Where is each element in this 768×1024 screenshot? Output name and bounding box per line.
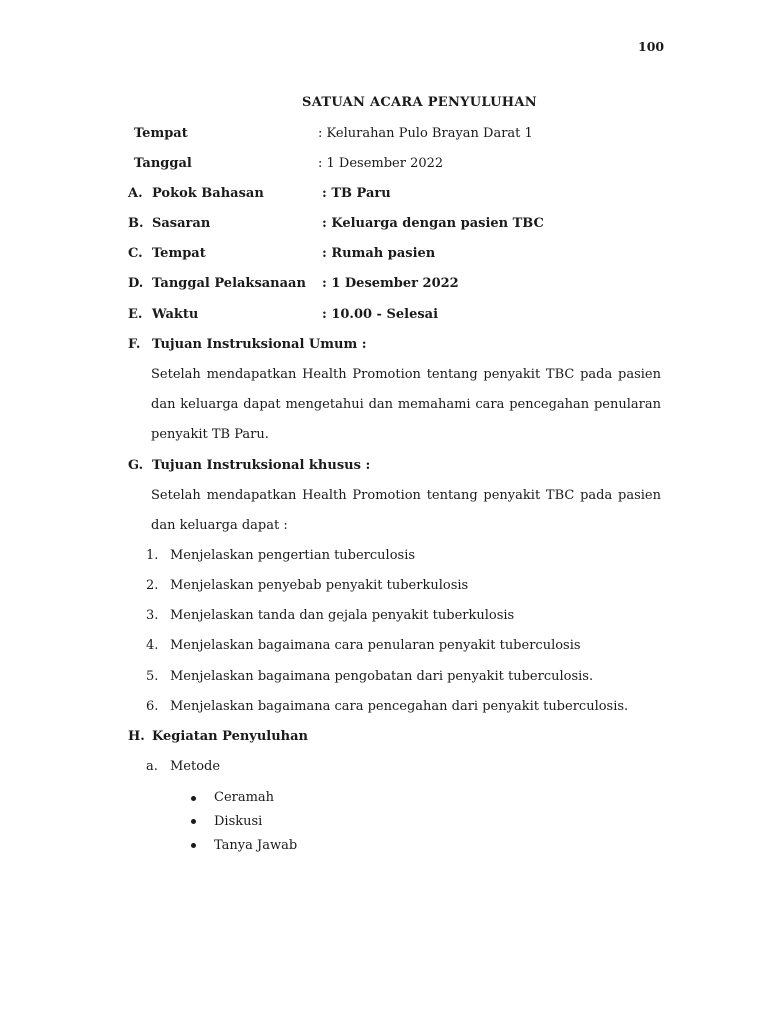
header-value-tanggal: : 1 Desember 2022 [318, 156, 444, 171]
method-item-2: Diskusi [214, 814, 263, 829]
item-c-value: : Rumah pasien [322, 246, 436, 261]
item-e-letter: E. [128, 307, 143, 322]
page-number: 100 [638, 39, 665, 54]
section-f-paragraph: Setelah mendapatkan Health Promotion tentang penyakit TBC pada pasien dan keluarga dapat mengetahui dan memahami cara pencegahan penularan penyakit TB Paru. [151, 367, 661, 442]
list-item-6-text: Menjelaskan bagaimana cara pencegahan dari penyakit tuberculosis. [170, 699, 629, 714]
item-b-label: Sasaran [152, 216, 211, 231]
section-h-letter: H. [128, 729, 145, 744]
section-g-letter: G. [128, 458, 144, 473]
item-d-label: Tanggal Pelaksanaan [152, 276, 306, 291]
item-e-label: Waktu [152, 307, 199, 322]
document-title: SATUAN ACARA PENYULUHAN [302, 95, 537, 110]
item-c-letter: C. [128, 246, 143, 261]
item-d-letter: D. [128, 276, 144, 291]
section-f-letter: F. [128, 337, 141, 352]
item-b-letter: B. [128, 216, 144, 231]
list-item-2-number: 2. [146, 578, 159, 593]
method-item-3: Tanya Jawab [214, 838, 298, 853]
list-item-3-number: 3. [146, 608, 159, 623]
bullet-dot-icon [191, 819, 196, 824]
list-item-3-text: Menjelaskan tanda dan gejala penyakit tuberkulosis [170, 608, 515, 623]
list-item-4-number: 4. [146, 638, 159, 653]
item-a-value: : TB Paru [322, 186, 391, 201]
list-item-2-text: Menjelaskan penyebab penyakit tuberkulosis [170, 578, 469, 593]
method-item-1: Ceramah [214, 790, 275, 805]
section-g-paragraph: Setelah mendapatkan Health Promotion tentang penyakit TBC pada pasien dan keluarga dapat : [151, 488, 661, 533]
header-label-tempat: Tempat [134, 126, 188, 141]
section-g-heading: Tujuan Instruksional khusus : [152, 458, 371, 473]
item-a-letter: A. [128, 186, 143, 201]
list-item-6-number: 6. [146, 699, 159, 714]
bullet-dot-icon [191, 796, 196, 801]
list-item-1-text: Menjelaskan pengertian tuberculosis [170, 548, 416, 563]
list-item-4-text: Menjelaskan bagaimana cara penularan penyakit tuberculosis [170, 638, 581, 653]
header-value-tempat: : Kelurahan Pulo Brayan Darat 1 [318, 126, 533, 141]
section-h-heading: Kegiatan Penyuluhan [152, 729, 309, 744]
item-c-label: Tempat [152, 246, 206, 261]
list-item-5-number: 5. [146, 669, 159, 684]
item-d-value: : 1 Desember 2022 [322, 276, 459, 291]
bullet-dot-icon [191, 843, 196, 848]
subsection-a-letter: a. [146, 759, 158, 774]
header-label-tanggal: Tanggal [134, 156, 192, 171]
item-b-value: : Keluarga dengan pasien TBC [322, 216, 544, 231]
item-e-value: : 10.00 - Selesai [322, 307, 439, 322]
item-a-label: Pokok Bahasan [152, 186, 264, 201]
subsection-a-heading: Metode [170, 759, 221, 774]
section-f-heading: Tujuan Instruksional Umum : [152, 337, 367, 352]
list-item-1-number: 1. [146, 548, 159, 563]
list-item-5-text: Menjelaskan bagaimana pengobatan dari penyakit tuberculosis. [170, 669, 594, 684]
